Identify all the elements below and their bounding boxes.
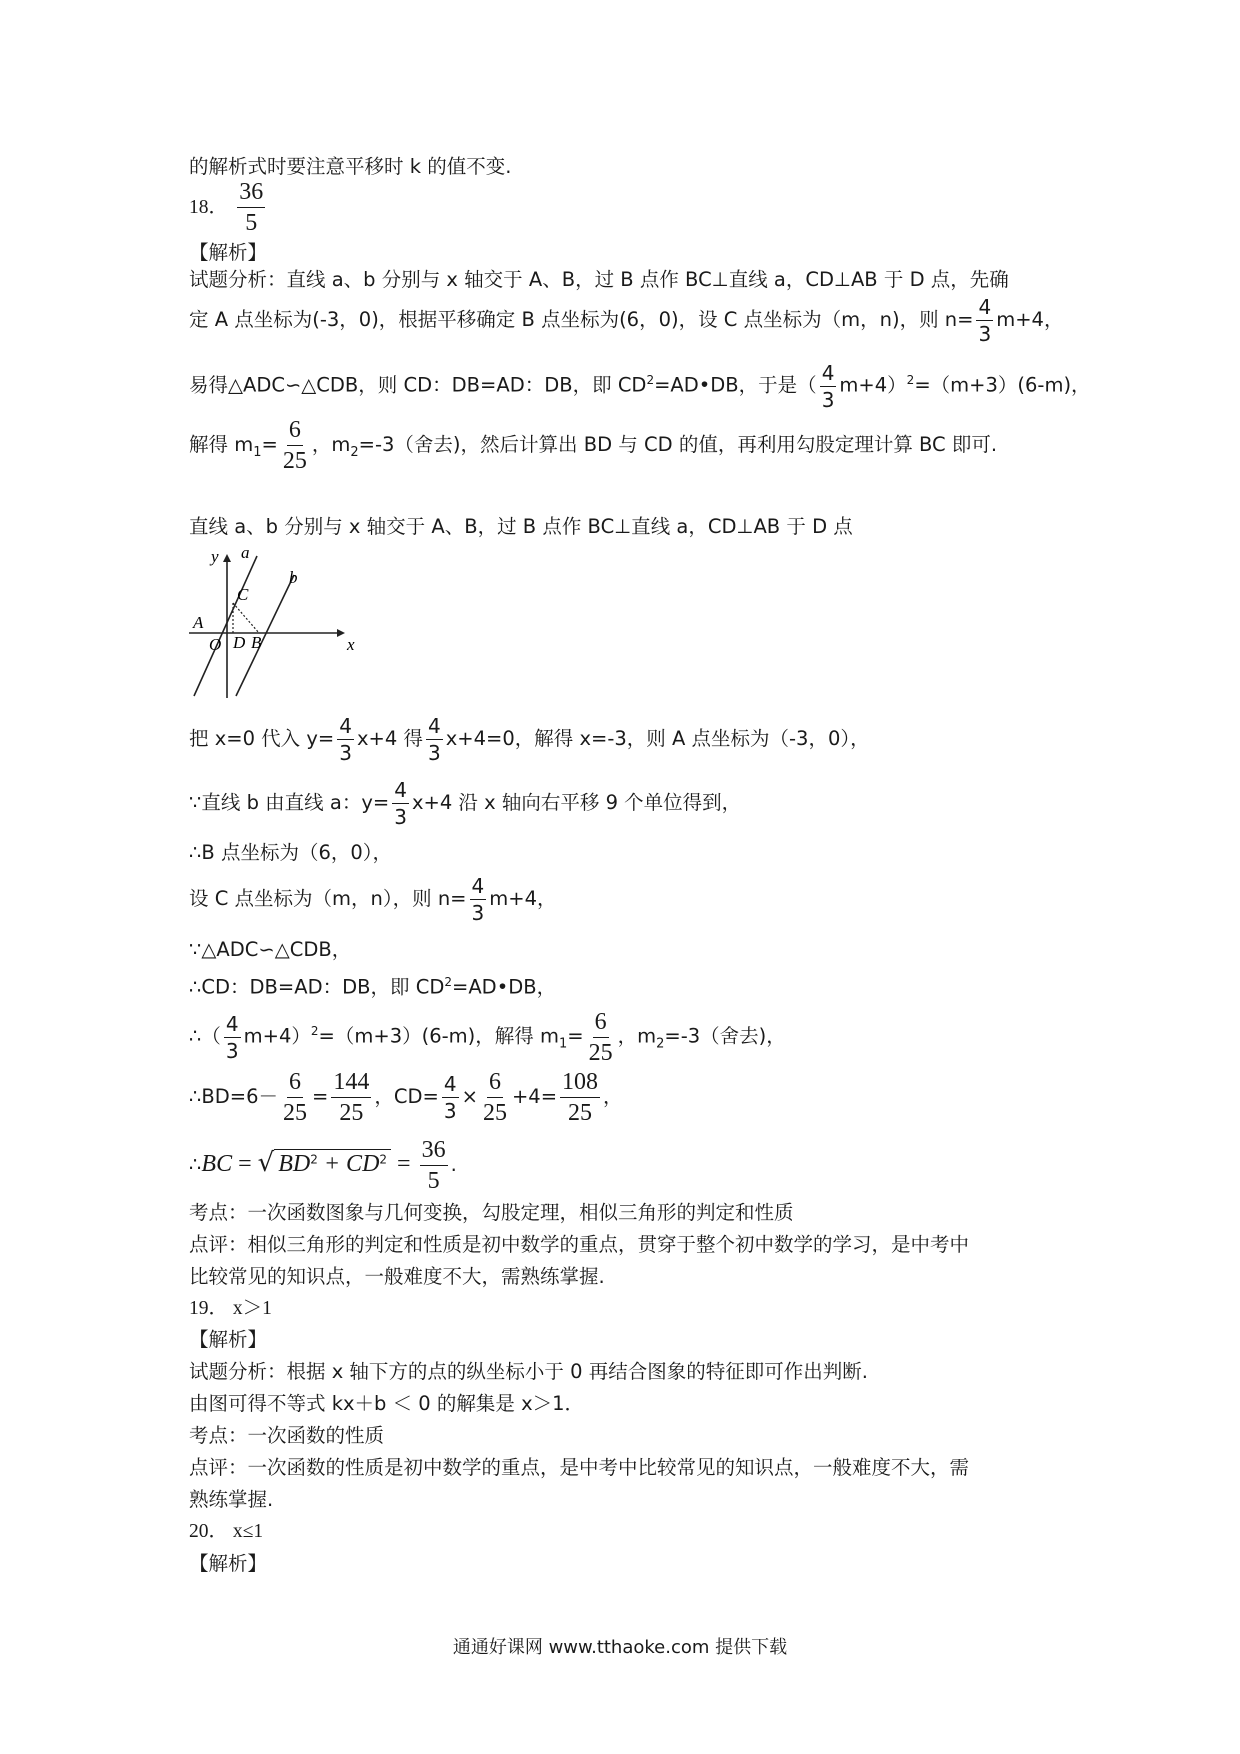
label-B: B [251, 633, 262, 652]
text-line: 考点：一次函数的性质 [189, 1424, 385, 1447]
text-line: ∴BD=6－ $\frac{6}{25}$ = $\frac{144}{25}$ ，CD= $\frac{4}{3}$ × $\frac{6}{25}$ +4= $\frac{108}{25}$ ， [189, 1069, 623, 1126]
text-line: 熟练掌握. [189, 1488, 274, 1511]
segment-cb [233, 603, 259, 633]
text-line: 由图可得不等式 kx＋b ＜ 0 的解集是 x＞1． [189, 1392, 585, 1415]
text-line: ∴CD：DB=AD：DB，即 $CD^2=AD•DB$， [189, 975, 557, 999]
text-line: 考点：一次函数图象与几何变换，勾股定理，相似三角形的判定和性质 [189, 1201, 794, 1224]
question-20-answer: 20． x≤1 [189, 1521, 264, 1542]
x-axis-arrow-icon [337, 629, 345, 637]
text-line: 试题分析：根据 x 轴下方的点的纵坐标小于 0 再结合图象的特征即可作出判断. [189, 1360, 868, 1383]
question-18-answer: 18． $\frac{36}{5}$ [189, 179, 264, 236]
jiexi-heading: 【解析】 [189, 1552, 268, 1575]
jiexi-heading: 【解析】 [189, 241, 268, 264]
text-line: 点评：相似三角形的判定和性质是初中数学的重点，贯穿于整个初中数学的学习，是中考中 [189, 1233, 970, 1256]
label-b: b [289, 568, 298, 587]
text-line: ∵直线 b 由直线 a：y= $\frac{4}{3}$ x+4 沿 x 轴向右平移 9 个单位得到， [189, 778, 742, 829]
jiexi-heading: 【解析】 [189, 1328, 268, 1351]
label-A: A [193, 613, 204, 632]
text-line: 点评：一次函数的性质是初中数学的重点，是中考中比较常见的知识点，一般难度不大，需 [189, 1456, 970, 1479]
text-line: 定 A 点坐标为(-3，0)，根据平移确定 B 点坐标为(6，0)，设 C 点坐标为（m，n)，则 n= $\frac{4}{3}$ m+4， [189, 295, 1064, 346]
line-a [194, 556, 257, 696]
text-line: 试题分析：直线 a、b 分别与 x 轴交于 A、B，过 B 点作 BC⊥直线 a，CD⊥AB 于 D 点，先确 [189, 268, 1009, 291]
text-line: ∴（ $\frac{4}{3}$ m+4）$^2$=（m+3）(6-m)，解得 $m_1=$ $\frac{6}{25}$ ，$m_2=-3$（舍去)， [189, 1008, 786, 1066]
question-19-answer: 19． x＞1 [189, 1298, 272, 1319]
text-line: 比较常见的知识点，一般难度不大，需熟练掌握. [189, 1265, 605, 1288]
coordinate-figure [189, 548, 359, 698]
text-line: 把 x=0 代入 y= $\frac{4}{3}$ x+4 得 $\frac{4}{3}$ x+4=0，解得 x=-3，则 A 点坐标为（-3，0）， [189, 714, 870, 765]
text-line: 直线 a、b 分别与 x 轴交于 A、B，过 B 点作 BC⊥直线 a，CD⊥AB 于 D 点 [189, 515, 853, 538]
label-c: C [237, 585, 249, 604]
label-D: D [233, 633, 246, 652]
text-line: 的解析式时要注意平移时 k 的值不变. [189, 155, 512, 178]
answer-fraction: $\frac{36}{5}$ [239, 179, 264, 236]
label-x: x [347, 635, 355, 654]
text-line: 设 C 点坐标为（m，n），则 n= $\frac{4}{3}$ m+4， [189, 874, 557, 925]
label-y: y [211, 548, 219, 566]
text-line: 解得 $m_1=$ $\frac{6}{25}$ ，$m_2=-3$（舍去)，然后计算出 BD 与 CD 的值，再利用勾股定理计算 BC 即可. [189, 417, 998, 474]
label-O: O [209, 635, 222, 654]
page-footer: 通通好课网 www.tthaoke.com 提供下载 [452, 1637, 788, 1658]
text-line: ∵△ADC∽△CDB， [189, 938, 352, 961]
text-line: ∴BC = √ $BD^2 + CD^2$ = $\frac{36}{5}$ . [189, 1137, 457, 1194]
label-a: a [241, 548, 250, 562]
text-line: 易得△ADC∽△CDB，则 CD：DB=AD：DB，即 $CD^2=AD•DB$，于是（ $\frac{4}{3}$ m+4）$^2$=（m+3）(6-m)， [189, 360, 1091, 412]
text-line: ∴B 点坐标为（6，0）， [189, 841, 393, 864]
y-axis-arrow-icon [223, 554, 231, 562]
